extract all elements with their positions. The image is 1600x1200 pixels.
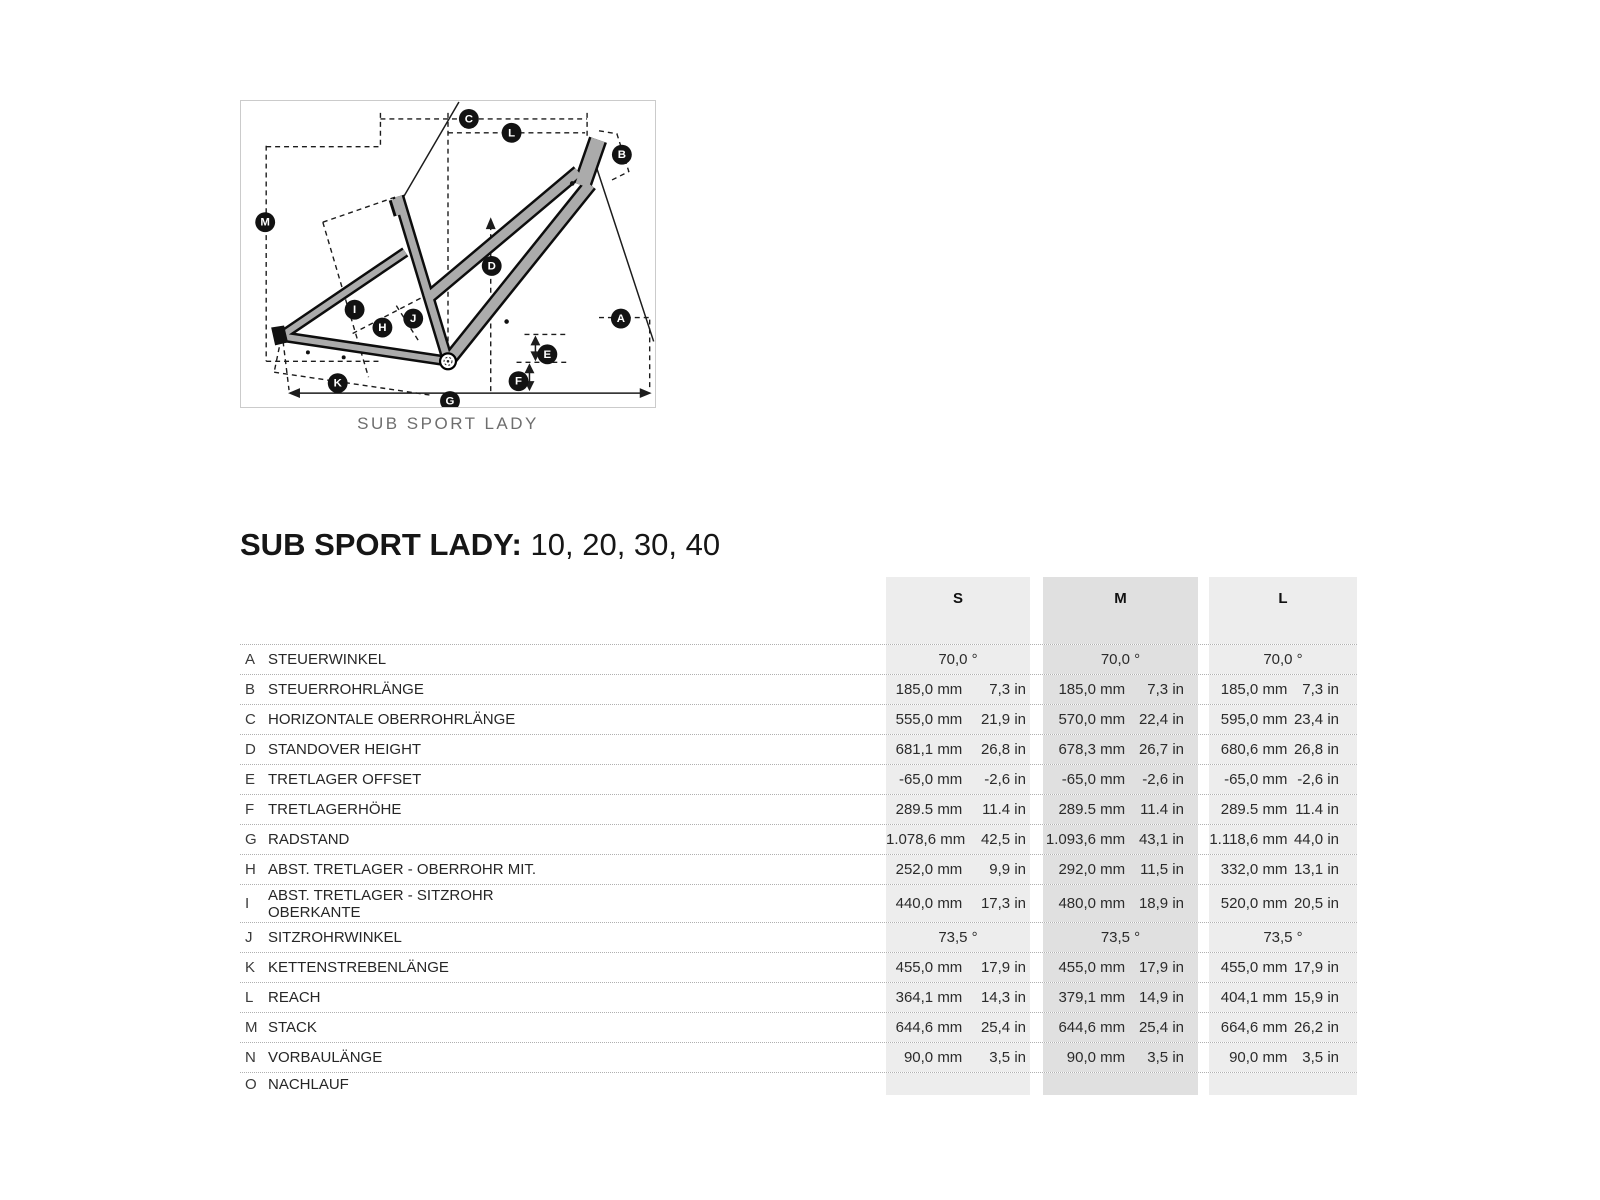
column-gap — [1030, 923, 1043, 952]
column-gap — [1030, 735, 1043, 764]
row-label — [268, 983, 886, 1012]
geometry-table-body — [240, 644, 1357, 1095]
row-label-text: KETTENSTREBENLÄNGE — [268, 959, 449, 976]
value-in: 26,7 in — [1138, 741, 1184, 758]
column-gap — [1030, 855, 1043, 884]
row-label-text: TRETLAGERHÖHE — [268, 801, 402, 818]
column-gap — [1030, 953, 1043, 982]
row-letter: J — [245, 929, 253, 946]
column-gap — [1030, 885, 1043, 922]
column-gap — [1030, 675, 1043, 704]
value-in: 11.4 in — [1140, 801, 1184, 818]
row-label-text: NACHLAUF — [268, 1075, 349, 1093]
angle-value: 73,5 ° — [1263, 929, 1303, 946]
value-mm: 1.078,6 mm — [886, 831, 966, 848]
row-label — [268, 645, 886, 674]
value-mm: 555,0 mm — [895, 711, 963, 728]
row-label-text: STEUERROHRLÄNGE — [268, 681, 424, 698]
value-mm: 520,0 mm — [1220, 895, 1288, 912]
size-header-s: S — [886, 577, 1030, 644]
table-row — [240, 824, 1357, 854]
row-label-text: TRETLAGER OFFSET — [268, 771, 422, 788]
header-spacer — [240, 577, 268, 644]
column-gap — [1198, 885, 1209, 922]
row-letter: L — [245, 989, 254, 1006]
value-in: 13,1 in — [1293, 861, 1339, 878]
column-gap — [1198, 1043, 1209, 1072]
value-mm: 664,6 mm — [1220, 1019, 1288, 1036]
table-row — [240, 1072, 1357, 1095]
row-label — [268, 855, 886, 884]
value-mm: 680,6 mm — [1220, 741, 1288, 758]
row-label — [268, 885, 886, 922]
value-cell-s — [886, 705, 1030, 734]
value-cell-l — [1209, 705, 1357, 734]
value-mm: 364,1 mm — [895, 989, 963, 1006]
row-label-text: HORIZONTALE OBERROHRLÄNGE — [268, 711, 516, 728]
value-in: 43,1 in — [1138, 831, 1184, 848]
value-in: 14,9 in — [1138, 989, 1184, 1006]
diagram-marker-label: F — [515, 375, 523, 388]
value-cell-l — [1209, 765, 1357, 794]
value-in: 17,9 in — [980, 959, 1026, 976]
diagram-marker-label: J — [410, 313, 417, 326]
value-cell-s — [886, 1013, 1030, 1042]
value-cell-l — [1209, 735, 1357, 764]
value-mm: 681,1 mm — [895, 741, 963, 758]
column-gap — [1030, 645, 1043, 674]
column-gap — [1198, 855, 1209, 884]
value-cell-l — [1209, 795, 1357, 824]
row-label-text: ABST. TRETLAGER - OBERROHR MIT. — [268, 861, 537, 878]
value-mm: 455,0 mm — [1058, 959, 1126, 976]
value-cell-m — [1043, 885, 1198, 922]
value-in: 25,4 in — [1138, 1019, 1184, 1036]
value-in: 7,3 in — [1302, 681, 1339, 698]
row-label-text: STACK — [268, 1019, 317, 1036]
angle-value: 70,0 ° — [938, 651, 978, 668]
row-label — [268, 705, 886, 734]
value-mm: 455,0 mm — [895, 959, 963, 976]
row-letter: H — [245, 861, 256, 878]
value-mm: 289.5 mm — [1220, 801, 1288, 818]
row-letter: B — [245, 681, 256, 698]
bike-frame-drawing — [241, 101, 655, 407]
value-in: 7,3 in — [1147, 681, 1184, 698]
value-in: 3,5 in — [1302, 1049, 1339, 1066]
column-gap — [1198, 765, 1209, 794]
row-letter: K — [245, 959, 256, 976]
row-label-text: STEUERWINKEL — [268, 651, 387, 668]
angle-value: 73,5 ° — [1100, 929, 1141, 946]
row-label — [268, 825, 886, 854]
diagram-marker-label: B — [617, 149, 626, 162]
value-mm: 1.093,6 mm — [1045, 831, 1126, 848]
value-in: 11.4 in — [982, 801, 1026, 818]
value-cell-l — [1209, 825, 1357, 854]
table-row — [240, 1012, 1357, 1042]
value-cell-m — [1043, 765, 1198, 794]
diagram-marker-label: M — [260, 216, 270, 229]
value-cell-l — [1209, 953, 1357, 982]
value-mm: 292,0 mm — [1058, 861, 1126, 878]
dimension-arrows — [288, 217, 652, 398]
table-row — [240, 704, 1357, 734]
value-in: 26,8 in — [1293, 741, 1339, 758]
value-in: 17,9 in — [1138, 959, 1184, 976]
column-gap — [1198, 923, 1209, 952]
value-in: 3,5 in — [989, 1049, 1026, 1066]
value-cell-m — [1043, 923, 1198, 952]
table-row — [240, 734, 1357, 764]
size-header-l: L — [1209, 577, 1357, 644]
diagram-marker-label: A — [616, 313, 625, 326]
size-header-m: M — [1043, 577, 1198, 644]
column-gap — [1030, 1043, 1043, 1072]
value-mm: 440,0 mm — [895, 895, 963, 912]
table-header-row — [240, 577, 1357, 644]
geometry-diagram — [240, 100, 656, 408]
header-spacer — [268, 577, 886, 644]
value-cell-l — [1209, 675, 1357, 704]
row-label — [268, 675, 886, 704]
value-cell-s — [886, 885, 1030, 922]
value-mm: 90,0 mm — [1229, 1049, 1288, 1066]
value-mm: 455,0 mm — [1220, 959, 1288, 976]
diagram-marker-label: G — [445, 395, 455, 407]
row-letter: N — [245, 1049, 256, 1066]
row-label-text: ABST. TRETLAGER - SITZROHR — [268, 886, 494, 904]
row-letter: O — [245, 1075, 257, 1093]
row-label-text: SITZROHRWINKEL — [268, 929, 402, 946]
row-label-text-line2: OBERKANTE — [268, 903, 361, 921]
value-mm: -65,0 mm — [1061, 771, 1126, 788]
value-cell-s — [886, 953, 1030, 982]
value-cell-s — [886, 765, 1030, 794]
column-gap — [1198, 983, 1209, 1012]
row-letter: M — [245, 1019, 258, 1036]
page-title-sizes: 10, 20, 30, 40 — [530, 527, 721, 562]
value-cell-s — [886, 1043, 1030, 1072]
value-cell-m — [1043, 705, 1198, 734]
row-label — [268, 953, 886, 982]
table-row — [240, 952, 1357, 982]
value-cell-m — [1043, 795, 1198, 824]
value-cell-m — [1043, 825, 1198, 854]
row-letter: I — [245, 895, 250, 912]
value-cell-l — [1209, 1043, 1357, 1072]
value-cell-m — [1043, 675, 1198, 704]
value-cell-l — [1209, 1013, 1357, 1042]
value-cell-m — [1043, 1013, 1198, 1042]
value-in: 44,0 in — [1293, 831, 1339, 848]
value-cell-s — [886, 1073, 1030, 1095]
value-cell-m — [1043, 953, 1198, 982]
value-in: -2,6 in — [1142, 771, 1184, 788]
value-cell-m — [1043, 1043, 1198, 1072]
diagram-marker-label: H — [378, 322, 387, 335]
row-label — [268, 923, 886, 952]
column-gap — [1030, 577, 1043, 644]
column-gap — [1030, 1073, 1043, 1095]
diagram-marker-label: E — [543, 348, 552, 361]
table-row — [240, 644, 1357, 674]
value-mm: 678,3 mm — [1058, 741, 1126, 758]
value-cell-l — [1209, 885, 1357, 922]
row-label — [268, 1013, 886, 1042]
value-mm: 570,0 mm — [1058, 711, 1126, 728]
value-mm: 185,0 mm — [895, 681, 963, 698]
value-mm: 404,1 mm — [1220, 989, 1288, 1006]
value-cell-m — [1043, 1073, 1198, 1095]
column-gap — [1198, 1073, 1209, 1095]
value-in: 7,3 in — [989, 681, 1026, 698]
column-gap — [1030, 795, 1043, 824]
column-gap — [1198, 577, 1209, 644]
value-in: 26,8 in — [980, 741, 1026, 758]
table-row — [240, 674, 1357, 704]
value-in: 9,9 in — [989, 861, 1026, 878]
value-in: 3,5 in — [1147, 1049, 1184, 1066]
value-mm: 1.118,6 mm — [1209, 831, 1288, 848]
column-gap — [1198, 735, 1209, 764]
value-cell-m — [1043, 645, 1198, 674]
column-gap — [1198, 705, 1209, 734]
geometry-table — [240, 577, 1357, 1095]
column-gap — [1198, 825, 1209, 854]
value-mm: 332,0 mm — [1220, 861, 1288, 878]
value-mm: 480,0 mm — [1058, 895, 1126, 912]
value-cell-m — [1043, 855, 1198, 884]
diagram-caption: SUB SPORT LADY — [357, 414, 539, 433]
column-gap — [1030, 765, 1043, 794]
diagram-marker-label: I — [353, 304, 357, 317]
value-mm: 595,0 mm — [1220, 711, 1288, 728]
table-row — [240, 982, 1357, 1012]
diagram-marker-label: K — [333, 377, 342, 390]
row-label-text: VORBAULÄNGE — [268, 1049, 383, 1066]
column-gap — [1030, 1013, 1043, 1042]
value-in: -2,6 in — [1297, 771, 1339, 788]
column-gap — [1030, 825, 1043, 854]
value-cell-s — [886, 675, 1030, 704]
value-cell-m — [1043, 983, 1198, 1012]
value-in: 14,3 in — [980, 989, 1026, 1006]
value-cell-l — [1209, 855, 1357, 884]
diagram-marker-label: L — [508, 127, 516, 140]
value-in: 11.4 in — [1295, 801, 1339, 818]
value-cell-s — [886, 795, 1030, 824]
angle-value: 70,0 ° — [1263, 651, 1303, 668]
value-in: 23,4 in — [1293, 711, 1339, 728]
value-in: 42,5 in — [980, 831, 1026, 848]
value-mm: 644,6 mm — [1058, 1019, 1126, 1036]
table-row — [240, 794, 1357, 824]
value-in: 18,9 in — [1138, 895, 1184, 912]
value-mm: 379,1 mm — [1058, 989, 1126, 1006]
row-letter: F — [245, 801, 255, 818]
row-letter: E — [245, 771, 256, 788]
value-mm: -65,0 mm — [898, 771, 963, 788]
row-letter: D — [245, 741, 256, 758]
value-mm: 185,0 mm — [1058, 681, 1126, 698]
angle-value: 73,5 ° — [938, 929, 978, 946]
table-row — [240, 764, 1357, 794]
column-gap — [1198, 1013, 1209, 1042]
value-mm: 289.5 mm — [895, 801, 963, 818]
value-in: 11,5 in — [1140, 861, 1184, 878]
table-row — [240, 884, 1357, 922]
frame-fill — [282, 140, 598, 362]
value-cell-s — [886, 825, 1030, 854]
value-mm: 90,0 mm — [903, 1049, 963, 1066]
value-cell-l — [1209, 1073, 1357, 1095]
diagram-marker-label: C — [464, 113, 473, 126]
row-label — [268, 1073, 886, 1095]
table-row — [240, 1042, 1357, 1072]
column-gap — [1030, 983, 1043, 1012]
value-mm: 289.5 mm — [1058, 801, 1126, 818]
row-label — [268, 795, 886, 824]
column-gap — [1198, 645, 1209, 674]
row-label-text: RADSTAND — [268, 831, 350, 848]
value-cell-l — [1209, 923, 1357, 952]
value-cell-s — [886, 923, 1030, 952]
value-in: 20,5 in — [1293, 895, 1339, 912]
value-mm: 185,0 mm — [1220, 681, 1288, 698]
value-cell-s — [886, 983, 1030, 1012]
row-label-text: REACH — [268, 989, 321, 1006]
value-in: 15,9 in — [1293, 989, 1339, 1006]
row-letter: G — [245, 831, 257, 848]
value-in: 22,4 in — [1138, 711, 1184, 728]
value-cell-s — [886, 645, 1030, 674]
row-letter: C — [245, 711, 256, 728]
diagram-marker-label: D — [487, 260, 496, 273]
value-in: 17,3 in — [980, 895, 1026, 912]
value-cell-s — [886, 735, 1030, 764]
value-cell-l — [1209, 983, 1357, 1012]
column-gap — [1198, 795, 1209, 824]
value-mm: 90,0 mm — [1066, 1049, 1126, 1066]
row-label — [268, 735, 886, 764]
value-in: 25,4 in — [980, 1019, 1026, 1036]
column-gap — [1198, 675, 1209, 704]
column-gap — [1198, 953, 1209, 982]
value-in: 17,9 in — [1293, 959, 1339, 976]
value-mm: 252,0 mm — [895, 861, 963, 878]
value-mm: 644,6 mm — [895, 1019, 963, 1036]
row-letter: A — [245, 651, 256, 668]
row-label — [268, 765, 886, 794]
row-label-text: STANDOVER HEIGHT — [268, 741, 422, 758]
value-cell-l — [1209, 645, 1357, 674]
value-mm: -65,0 mm — [1224, 771, 1288, 788]
value-in: 26,2 in — [1293, 1019, 1339, 1036]
row-label — [268, 1043, 886, 1072]
page-title — [240, 527, 720, 563]
table-row — [240, 854, 1357, 884]
value-in: 21,9 in — [980, 711, 1026, 728]
value-cell-s — [886, 855, 1030, 884]
value-cell-m — [1043, 735, 1198, 764]
value-in: -2,6 in — [984, 771, 1026, 788]
page-title-model: SUB SPORT LADY: — [240, 527, 522, 562]
table-row — [240, 922, 1357, 952]
angle-value: 70,0 ° — [1100, 651, 1141, 668]
column-gap — [1030, 705, 1043, 734]
